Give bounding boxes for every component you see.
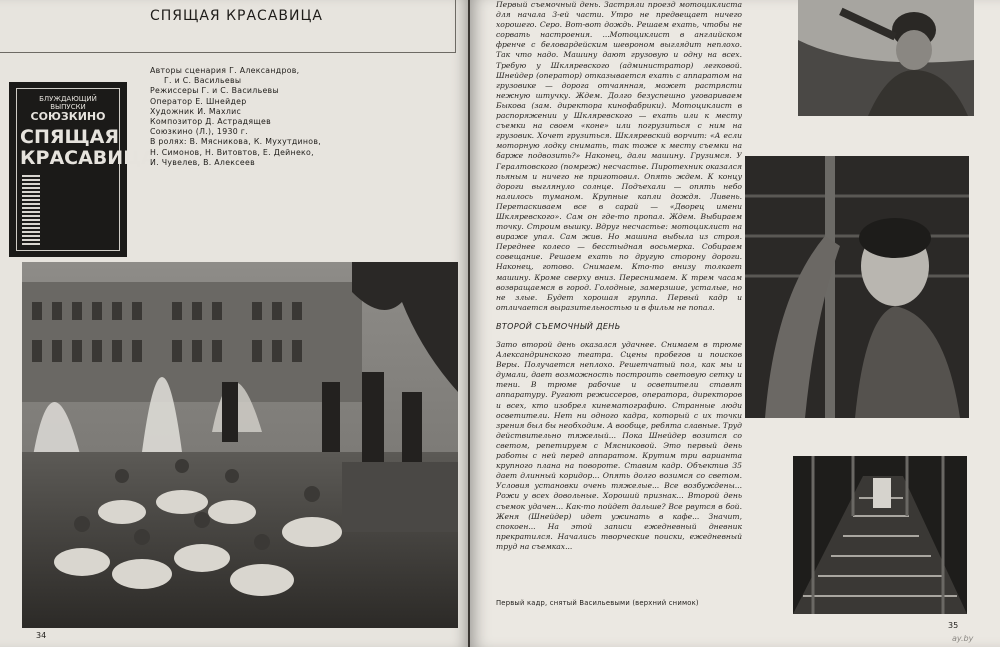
film-still-woman-rope [745, 156, 969, 418]
credit-line: Художник И. Махлис [150, 106, 242, 116]
film-credits [150, 66, 460, 168]
woman-rope-illustration [745, 156, 969, 418]
credit-line: Авторы сценария Г. Александров, [150, 66, 300, 75]
page-number-right: 35 [948, 621, 959, 630]
poster-side-stripe [22, 175, 40, 245]
credit-line: Оператор Е. Шнейдер [150, 96, 247, 106]
poster-title-line2: КРАСАВИЦА [20, 147, 156, 169]
film-still-illustration [22, 262, 458, 628]
credit-line: Н. Симонов, Н. Витовтов, Е. Дейнеко, [150, 147, 314, 157]
corridor-illustration [793, 456, 967, 614]
title-band [0, 0, 456, 53]
diary-second-day-text [496, 340, 742, 588]
film-still-corridor [793, 456, 967, 614]
credit-line: Союзкино (Л.), 1930 г. [150, 127, 248, 137]
section-heading-second-day: ВТОРОЙ СЪЕМОЧНЫЙ ДЕНЬ [496, 322, 621, 331]
page-title: СПЯЩАЯ КРАСАВИЦА [150, 8, 323, 24]
credit-line: И. Чувелев, В. Алексеев [150, 157, 255, 167]
watermark: ay.by [952, 634, 974, 643]
diary-second-day-paragraph: Зато второй день оказался удачнее. Снимаем в трюме Александринского театра. Сцены пробегов и поисков Веры. Получается неплохо. Решетчатый пол, как мы и думали, дает возможность построить световую сетку и тени. В трюме рабочие и осветители ставят аппаратуру. Ругают режиссеров, оператора, директоров и всех, кто изобрел кинематографию. Странные люди осветители. Нет ни одного кадра, который с их точки зрения был бы необходим. А вообще, ребята славные. Труд действительно тяжелый... Пока Шнейдер возится со светом, репетируем с Мясниковой. Это первый день работы с ней перед аппаратом. Крутим три варианта крупного плана на повороте. Ставим кадр. Объектив 35 дает длинный коридор... Опять долго возимся со светом. Условия установки очень тяжелые... Все возбуждены... Рожи у всех довольные. Хороший признак... Второй день съемок удачен... Как-то пойдет дальше? Все рвутся в бой. Женя (Шнейдер) идет ужинать в кафе... Значит, спокоен... На этой записи ежедневный дневник прекратился. Начались творческие поиски, ежедневный труд на съемках... [496, 340, 742, 551]
diary-first-day-text [496, 0, 742, 313]
photo-caption: Первый кадр, снятый Васильевыми (верхний снимок) [496, 599, 699, 607]
poster-title-line1: СПЯЩАЯ [20, 126, 119, 148]
film-still-palace-ballet [22, 262, 458, 628]
credit-line: В ролях: В. Мясникова, К. Мухутдинов, [150, 137, 322, 147]
film-poster [9, 82, 156, 257]
diary-first-day-paragraph: Первый съемочный день. Застряли проезд мотоциклиста для начала 3-ей части. Утро не предвещает ничего хорошего. Серо. Вот-вот дождь. Решаем ехать, чтобы не сорвать настроения. ...Мотоциклист в английском френче с беловардейским шевроном выглядит неплохо. Так что надо. Машину дают грузовую и одну на всех. Требую у Шкляревского (администратор) легковой. Шнейдер (оператор) отказывается ехать с аппаратом на грузовике — дорога отчаянная, может растрясти нежную штучку. Ждем. Долго безуспешно уговариваем Быкова (зам. директора кинофабрики). Мотоциклист в распоряжении у Шкляревского — ехать или к месту съемки на своем «коне» или погрузиться с ним на грузовик. Хочет грузиться. Шкляревский ворчит: «А если моторную лодку снимать, так тоже к месту съемки на барже подвозить?» Наконец, дали машину. Грузимся. У Гералтовского (помреж) несчастье. Пиротехник оказался пьяным и ничего не приготовил. Опять ждем. К концу дороги выглянуло солнце. Подъехали — опять небо налилось туманом. Крупные капли дождя. Ливень. Перетаскиваем все в сарай — «Дворец имени Шкляревского». Сам он где-то пропал. Ждем. Выбираем точку. Строим вышку. Вдруг несчастье: мотоциклист на вираже упал. Сам жив. Но машина выбыла из строя. Переднее колесо — бесстыдная восьмерка. Собираем совещание. Решаем ехать по другую сторону дороги. Наконец, готово. Снимаем. Кто-то внизу толкает машину. Кроме сверху вниз. Переснимаем. К трем часам возвращаемся в город. Голодные, замерзшие, усталые, но не злые. Будет хорошая группа. Первый кадр и отличается выразительностью и в фильм не попал. [496, 0, 742, 312]
poster-title [20, 126, 156, 169]
poster-studio [21, 95, 115, 123]
poster-frame [16, 88, 156, 251]
poster-studio-line2: ВЫПУСКИ [50, 103, 86, 111]
right-page [470, 0, 1000, 647]
page-number-left: 34 [36, 631, 47, 640]
credit-line: Композитор Д. Астрадящев [150, 117, 271, 127]
credit-line: Режиссеры Г. и С. Васильевы [150, 86, 279, 96]
left-page [0, 0, 468, 647]
film-still-motorcyclist [798, 0, 974, 116]
credit-line: Г. и С. Васильевы [164, 76, 242, 86]
poster-studio-name: СОЮЗКИНО [30, 110, 106, 123]
poster-studio-line1: БЛУЖДАЮЩИЙ [39, 95, 97, 103]
motorcyclist-illustration [798, 0, 974, 116]
